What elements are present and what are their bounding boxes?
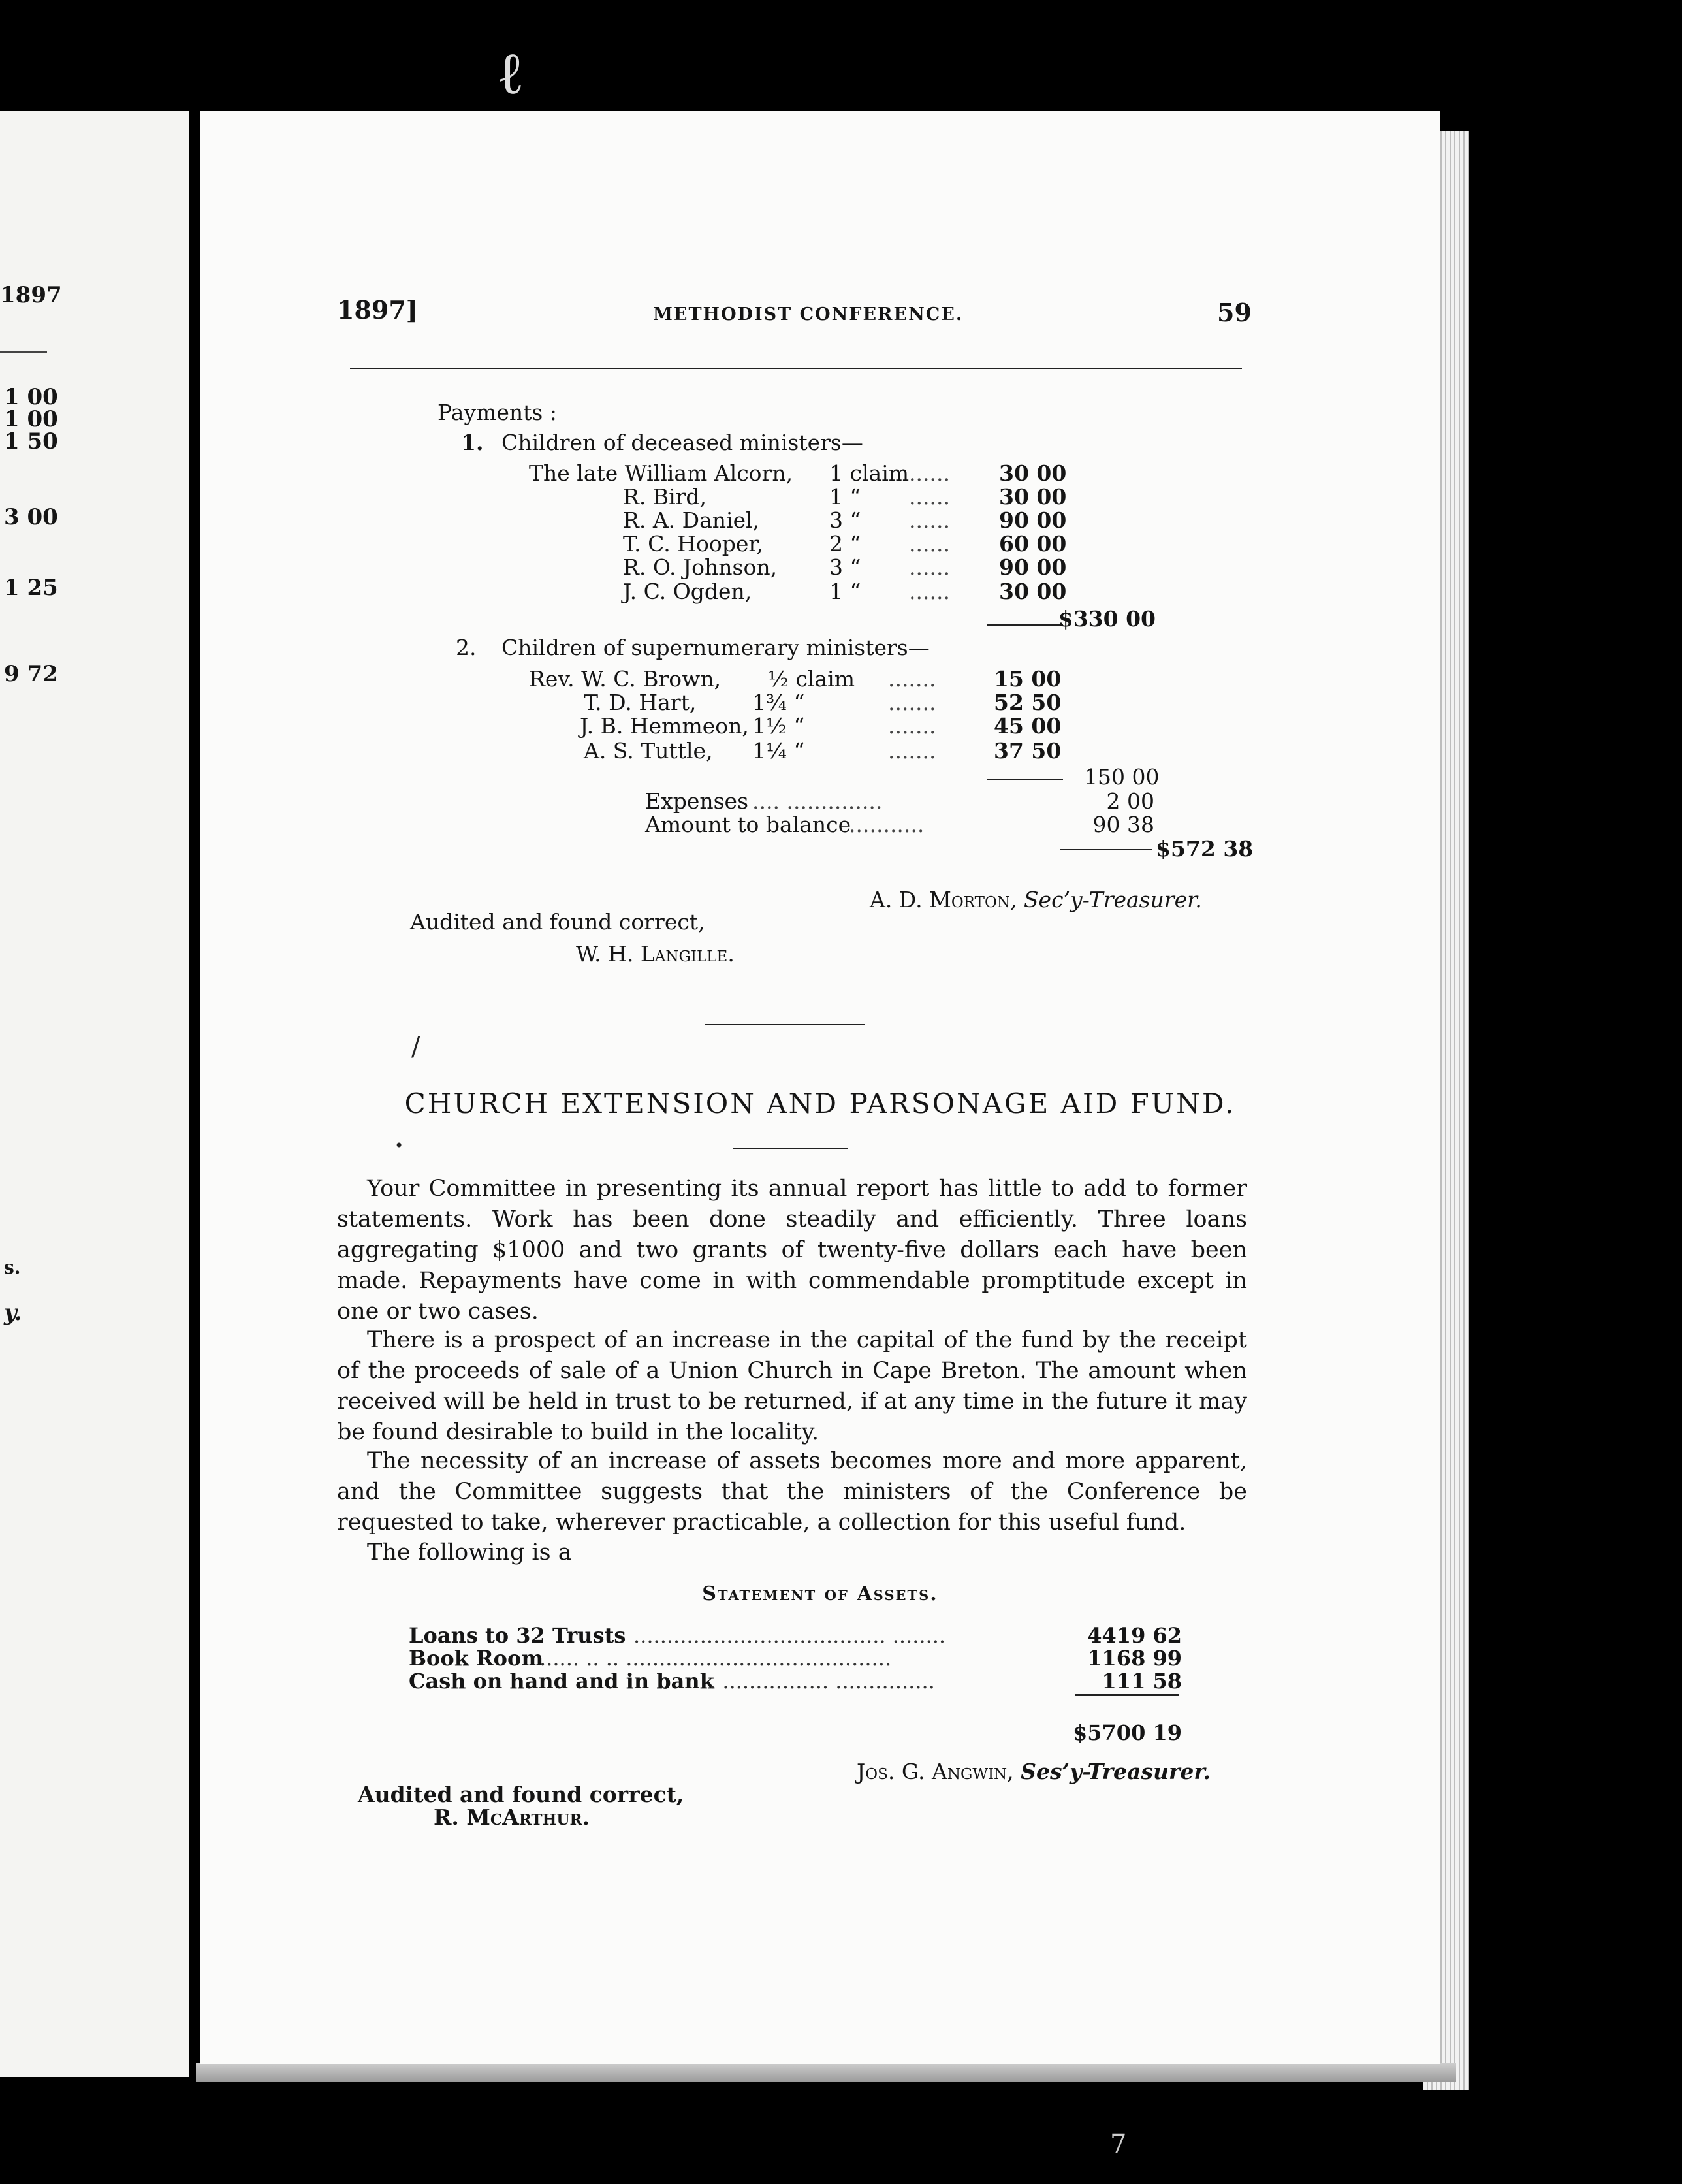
leader-dots: ...... — [909, 579, 950, 604]
total-rule — [1060, 849, 1152, 850]
leader-dots: .... .............. — [752, 788, 883, 814]
payment-name: R. A. Daniel, — [623, 507, 760, 533]
pencil-mark: / — [411, 1032, 420, 1062]
fund-paragraph: The following is a — [367, 1539, 572, 1566]
payment-name: T. D. Hart, — [584, 690, 697, 715]
group-title: Children of deceased ministers— — [501, 430, 863, 455]
payment-name: T. C. Hooper, — [623, 531, 763, 556]
group-number: 2. — [456, 635, 477, 660]
section-divider — [705, 1024, 865, 1025]
left-page-number: 1 00 — [4, 384, 58, 410]
payment-claims: 1¾ “ — [752, 690, 805, 715]
total-rule — [1075, 1694, 1179, 1696]
leader-dots: . ................ ............... — [709, 1669, 935, 1694]
payment-name: Rev. W. C. Brown, — [529, 666, 722, 692]
payment-amount: 37 50 — [994, 738, 1062, 763]
grand-total: $572 38 — [1156, 836, 1254, 861]
subtotal-rule — [987, 779, 1063, 780]
payment-claims: 1½ “ — [752, 713, 805, 739]
payment-claims: 3 “ — [829, 507, 861, 533]
heading-rule — [733, 1148, 848, 1149]
header-rule — [350, 368, 1242, 369]
leader-dots: ........... — [849, 812, 925, 837]
subtotal-rule — [987, 624, 1063, 626]
header-year: 1897] — [337, 295, 418, 325]
auditor-name: W. H. Langille. — [576, 941, 735, 967]
payment-name: J. C. Ogden, — [623, 579, 752, 604]
group-title: Children of supernumerary ministers— — [501, 635, 930, 660]
statement-heading: Statement of Assets. — [702, 1582, 938, 1605]
leader-dots: ....... — [888, 690, 936, 715]
left-page-fragment: s. — [4, 1257, 21, 1278]
fund-auditor: R. McArthur. — [434, 1805, 590, 1830]
leader-dots: ...... .. .. ........................................ — [539, 1646, 892, 1671]
payment-name: J. B. Hemmeon, — [580, 713, 749, 739]
scan-mark: ℓ — [496, 39, 525, 108]
payment-name: R. Bird, — [623, 484, 707, 509]
stray-mark: • — [394, 1136, 404, 1155]
payment-claims: ½ claim — [768, 666, 855, 692]
left-page-rule — [0, 351, 47, 353]
payment-amount: 15 00 — [994, 666, 1062, 692]
asset-label: Book Room — [409, 1646, 544, 1671]
expenses-amount: 2 00 — [1106, 788, 1154, 814]
leader-dots: ...... — [909, 554, 950, 580]
fund-paragraph: Your Committee in presenting its annual report has little to add to former statements. Work has been done steadily and efficiently. Three loans aggregating $1000 and two grants of twenty-five dollars each have been made. Repayments have come in with commendable promptitude except in one or two cases. — [337, 1176, 1247, 1325]
leader-dots: ...................................... ........ — [633, 1623, 946, 1648]
leader-dots: ....... — [888, 713, 936, 739]
left-page-year: 1897 — [0, 282, 62, 308]
payment-amount: 30 00 — [999, 484, 1067, 509]
asset-label: Cash on hand and in bank — [409, 1669, 714, 1694]
left-page-number: 3 00 — [4, 504, 58, 530]
page-number: 59 — [1217, 298, 1252, 327]
fund-audited-note: Audited and found correct, — [358, 1782, 684, 1807]
fund-paragraph: There is a prospect of an increase in the capital of the fund by the receipt of the proceeds of sale of a Union Church in Cape Breton. The amount when received will be held in trust to be returned, if at any time in the future it may be found desirable to build in the locality. — [337, 1327, 1247, 1445]
payment-name: The late William Alcorn, — [529, 460, 793, 486]
left-page — [0, 111, 189, 2077]
payment-claims: 3 “ — [829, 554, 861, 580]
left-page-number: 1 50 — [4, 428, 58, 455]
asset-value: 1168 99 — [1087, 1646, 1182, 1671]
group-subtotal: 150 00 — [1084, 764, 1160, 790]
payment-amount: 60 00 — [999, 531, 1067, 556]
left-page-number: 1 00 — [4, 406, 58, 432]
group-number: 1. — [461, 430, 484, 455]
payment-claims: 1 “ — [829, 579, 861, 604]
left-page-number: 9 72 — [4, 661, 58, 687]
payment-name: R. O. Johnson, — [623, 554, 778, 580]
leader-dots: ...... — [909, 484, 950, 509]
fund-heading: CHURCH EXTENSION AND PARSONAGE AID FUND. — [404, 1087, 1236, 1119]
expenses-label: Expenses — [645, 788, 749, 814]
asset-value: 111 58 — [1102, 1669, 1182, 1694]
leader-dots: ...... — [909, 507, 950, 533]
payment-claims: 1 “ — [829, 484, 861, 509]
payment-amount: 90 00 — [999, 554, 1067, 580]
payment-amount: 45 00 — [994, 713, 1062, 739]
audited-note: Audited and found correct, — [410, 909, 705, 935]
header-title: METHODIST CONFERENCE. — [653, 304, 964, 325]
assets-total: $5700 19 — [1073, 1720, 1182, 1745]
leader-dots: ....... — [888, 666, 936, 692]
leader-dots: ...... — [909, 460, 950, 486]
payment-claims: 1¼ “ — [752, 738, 805, 763]
payment-claims: 2 “ — [829, 531, 861, 556]
leader-dots: ...... — [909, 531, 950, 556]
fund-treasurer: Jos. G. Angwin, Ses’y-Treasurer. — [857, 1759, 1211, 1784]
left-page-fragment: y. — [4, 1300, 22, 1326]
payment-amount: 30 00 — [999, 579, 1067, 604]
scan-mark: 7 — [1110, 2129, 1127, 2159]
payment-claims: 1 claim — [829, 460, 910, 486]
fund-paragraph: The necessity of an increase of assets becomes more and more apparent, and the Committee suggests that the ministers of the Conference be requested to take, wherever practicable, a collection for this useful fund. — [337, 1448, 1247, 1535]
leader-dots: ....... — [888, 738, 936, 763]
asset-label: Loans to 32 Trusts — [409, 1623, 626, 1648]
page-bottom-edge — [196, 2063, 1456, 2082]
payment-amount: 90 00 — [999, 507, 1067, 533]
payments-label: Payments : — [437, 400, 557, 425]
payment-name: A. S. Tuttle, — [584, 738, 713, 763]
payment-amount: 30 00 — [999, 460, 1067, 486]
balance-amount: 90 38 — [1092, 812, 1154, 837]
balance-label: Amount to balance — [645, 812, 851, 837]
treasurer-name: A. D. Morton, Sec’y-Treasurer. — [870, 887, 1202, 912]
payment-amount: 52 50 — [994, 690, 1062, 715]
asset-value: 4419 62 — [1087, 1623, 1182, 1648]
left-page-number: 1 25 — [4, 575, 58, 601]
group-total: $330 00 — [1058, 606, 1156, 632]
